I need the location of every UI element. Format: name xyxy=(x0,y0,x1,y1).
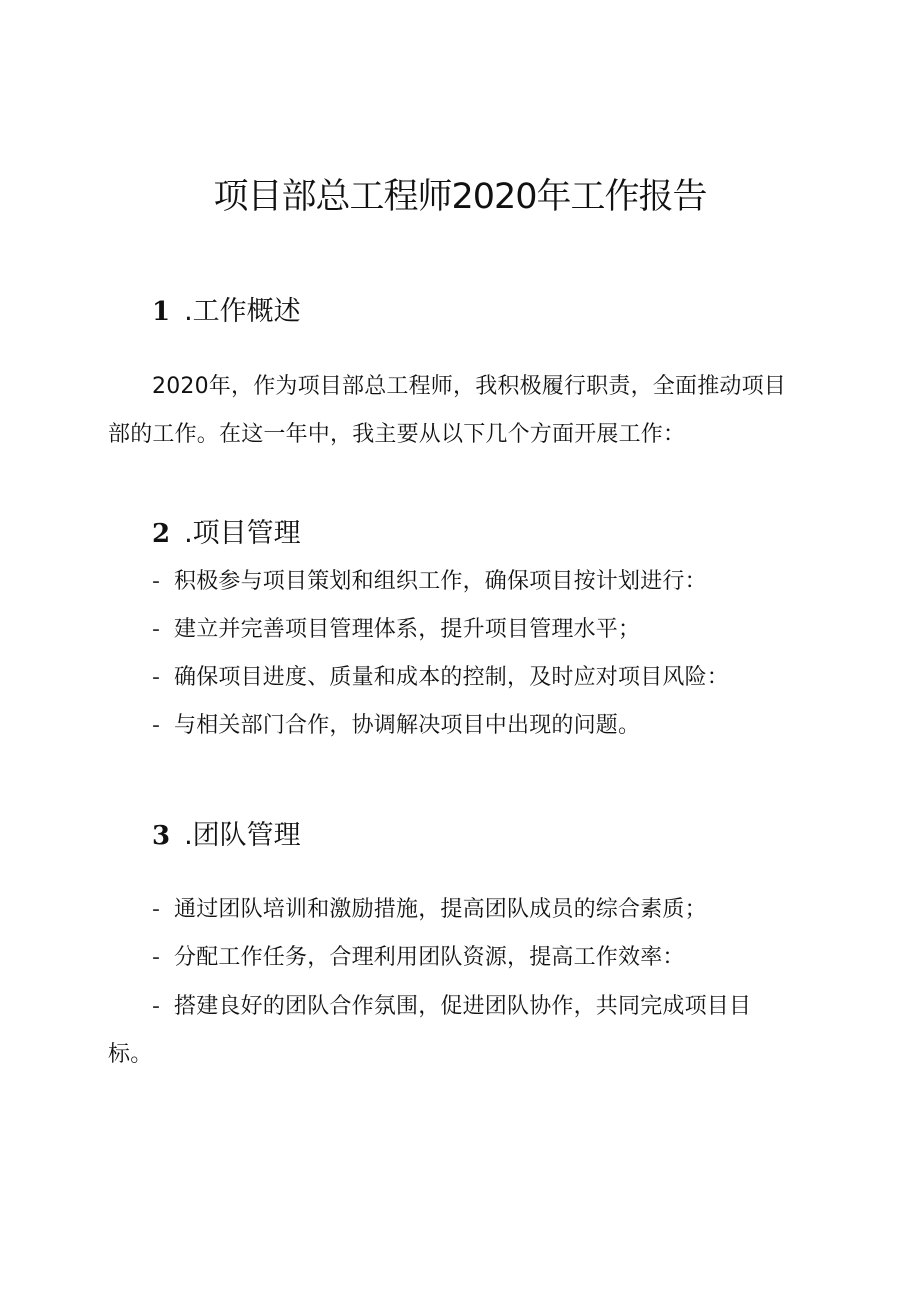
list-item-text: 积极参与项目策划和组织工作，确保项目按计划进行： xyxy=(174,569,707,594)
bullet-dash: - xyxy=(152,945,161,970)
paragraph-line-1: 2020年，作为项目部总工程师，我积极履行职责，全面推动项目 xyxy=(152,374,786,399)
bullet-dash: - xyxy=(152,713,161,738)
list-item-text: 与相关部门合作，协调解决项目中出现的问题。 xyxy=(174,713,641,738)
section-heading-2 xyxy=(152,514,301,554)
list-item-text: 搭建良好的团队合作氛围，促进团队协作，共同完成项目目 xyxy=(174,994,752,1019)
list-item xyxy=(152,991,751,1023)
bullet-dash: - xyxy=(152,665,161,690)
list-item xyxy=(152,894,707,926)
section-number: 1 xyxy=(152,297,171,327)
bullet-dash: - xyxy=(152,994,161,1019)
section-heading-1 xyxy=(152,292,301,332)
list-item-text: 确保项目进度、质量和成本的控制，及时应对项目风险： xyxy=(174,665,730,690)
section-number: 3 xyxy=(152,821,171,851)
list-item xyxy=(152,614,640,646)
list-item xyxy=(152,942,685,974)
list-item xyxy=(152,566,707,598)
bullet-dash: - xyxy=(152,897,161,922)
list-item-text: 通过团队培训和激励措施，提高团队成员的综合素质； xyxy=(174,897,707,922)
list-item xyxy=(152,662,729,694)
section-title: .工作概述 xyxy=(184,296,301,327)
section-heading-3 xyxy=(152,816,301,856)
section-title: .项目管理 xyxy=(184,518,301,549)
section-number: 2 xyxy=(152,519,171,549)
bullet-dash: - xyxy=(152,617,161,642)
paragraph-line-2: 部的工作。在这一年中，我主要从以下几个方面开展工作： xyxy=(108,422,686,447)
section-title: .团队管理 xyxy=(184,820,301,851)
bullet-dash: - xyxy=(152,569,161,594)
list-item-text: 建立并完善项目管理体系，提升项目管理水平； xyxy=(174,617,641,642)
list-item-continuation: 标。 xyxy=(108,1042,153,1067)
list-item-text: 分配工作任务，合理利用团队资源，提高工作效率： xyxy=(174,945,685,970)
document-title: 项目部总工程师2020年工作报告 xyxy=(213,177,707,217)
list-item xyxy=(152,710,640,742)
